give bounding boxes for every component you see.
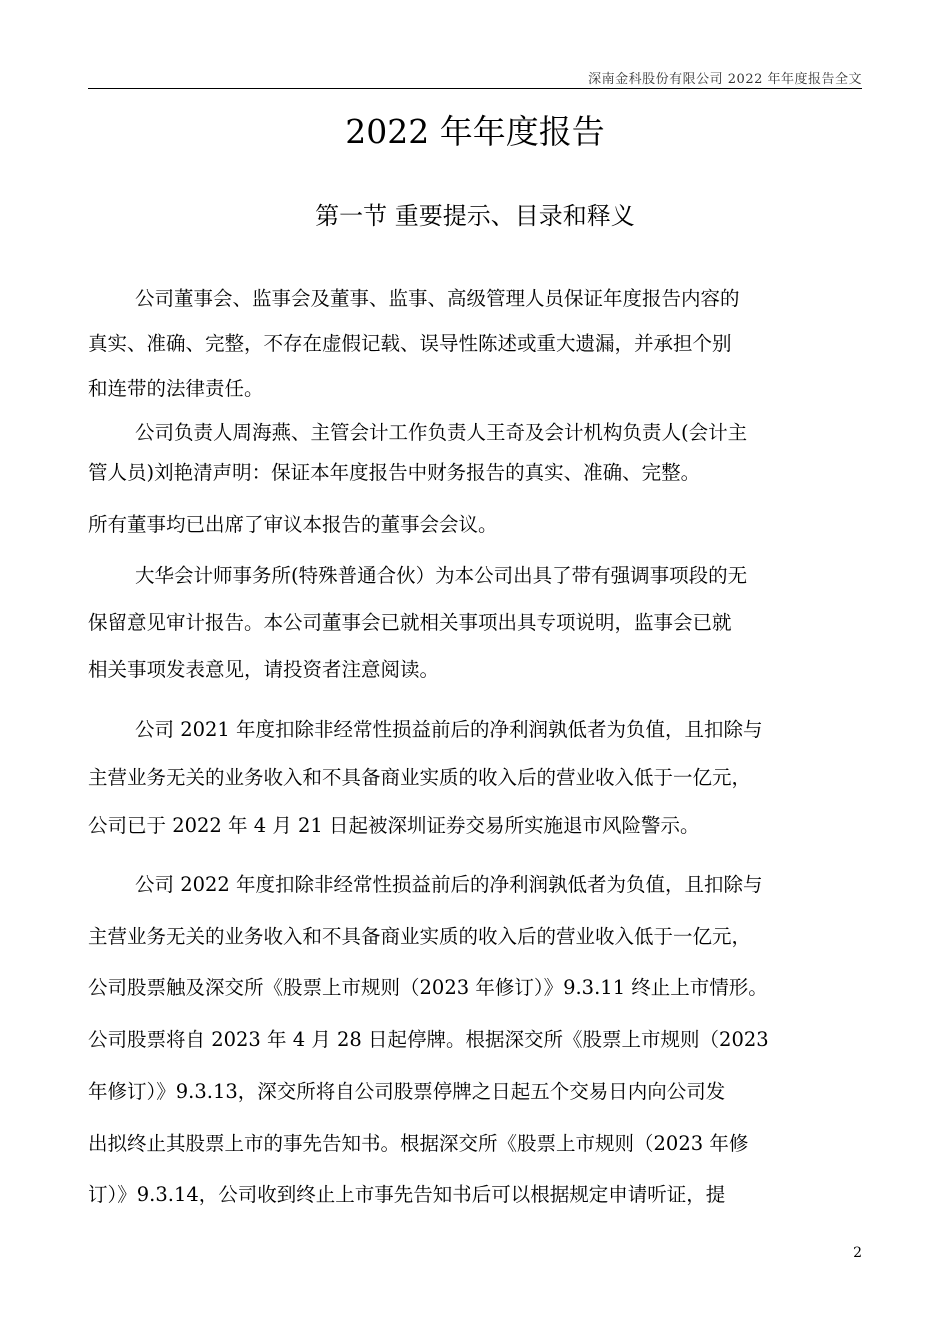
paragraph-line: 公司股票将自 2023 年 4 月 28 日起停牌。根据深交所《股票上市规则（2023 [88, 1028, 769, 1052]
paragraph-line: 主营业务无关的业务收入和不具备商业实质的收入后的营业收入低于一亿元， [88, 924, 752, 948]
paragraph-responsibility-statement [88, 276, 868, 411]
paragraph-audit-opinion [88, 552, 868, 693]
paragraph-line: 公司已于 2022 年 4 月 21 日起被深圳证券交易所实施退市风险警示。 [88, 814, 700, 837]
paragraph-line: 公司股票触及深交所《股票上市规则（2023 年修订）》9.3.11 终止上市情形。 [88, 976, 768, 1000]
document-title: 2022 年年度报告 [345, 112, 605, 151]
section-title: 第一节 重要提示、目录和释义 [315, 202, 635, 230]
paragraph-financial-declaration [88, 413, 868, 493]
paragraph-line: 公司 2022 年度扣除非经常性损益前后的净利润孰低者为负值，且扣除与 [135, 873, 763, 896]
paragraph-delisting-warning-2021 [88, 706, 868, 850]
paragraph-line: 出拟终止其股票上市的事先告知书。根据深交所《股票上市规则（2023 年修 [88, 1131, 749, 1155]
paragraph-line: 和连带的法律责任。 [88, 377, 264, 400]
paragraph-line: 真实、准确、完整，不存在虚假记载、误导性陈述或重大遗漏，并承担个别 [88, 332, 732, 355]
paragraph-line: 所有董事均已出席了审议本报告的董事会会议。 [88, 513, 498, 536]
page-number: 2 [853, 1245, 862, 1261]
paragraph-line: 相关事项发表意见，请投资者注意阅读。 [88, 658, 440, 681]
paragraph-line: 公司负责人周海燕、主管会计工作负责人王奇及会计机构负责人(会计主 [135, 421, 748, 444]
paragraph-line: 订）》9.3.14，公司收到终止上市事先告知书后可以根据规定申请听证，提 [88, 1183, 726, 1207]
paragraph-line: 公司 2021 年度扣除非经常性损益前后的净利润孰低者为负值，且扣除与 [135, 718, 763, 741]
header-divider [88, 88, 862, 89]
paragraph-board-attendance [88, 505, 868, 545]
paragraph-line: 管人员)刘艳清声明：保证本年度报告中财务报告的真实、准确、完整。 [88, 461, 701, 484]
paragraph-line: 主营业务无关的业务收入和不具备商业实质的收入后的营业收入低于一亿元， [88, 766, 752, 789]
paragraph-line: 保留意见审计报告。本公司董事会已就相关事项出具专项说明，监事会已就 [88, 611, 732, 634]
paragraph-line: 大华会计师事务所(特殊普通合伙）为本公司出具了带有强调事项段的无 [135, 564, 748, 587]
running-header: 深南金科股份有限公司 2022 年年度报告全文 [588, 72, 862, 87]
paragraph-delisting-2022 [88, 859, 868, 1221]
paragraph-line: 公司董事会、监事会及董事、监事、高级管理人员保证年度报告内容的 [135, 287, 740, 310]
paragraph-line: 年修订）》9.3.13，深交所将自公司股票停牌之日起五个交易日内向公司发 [88, 1079, 726, 1103]
